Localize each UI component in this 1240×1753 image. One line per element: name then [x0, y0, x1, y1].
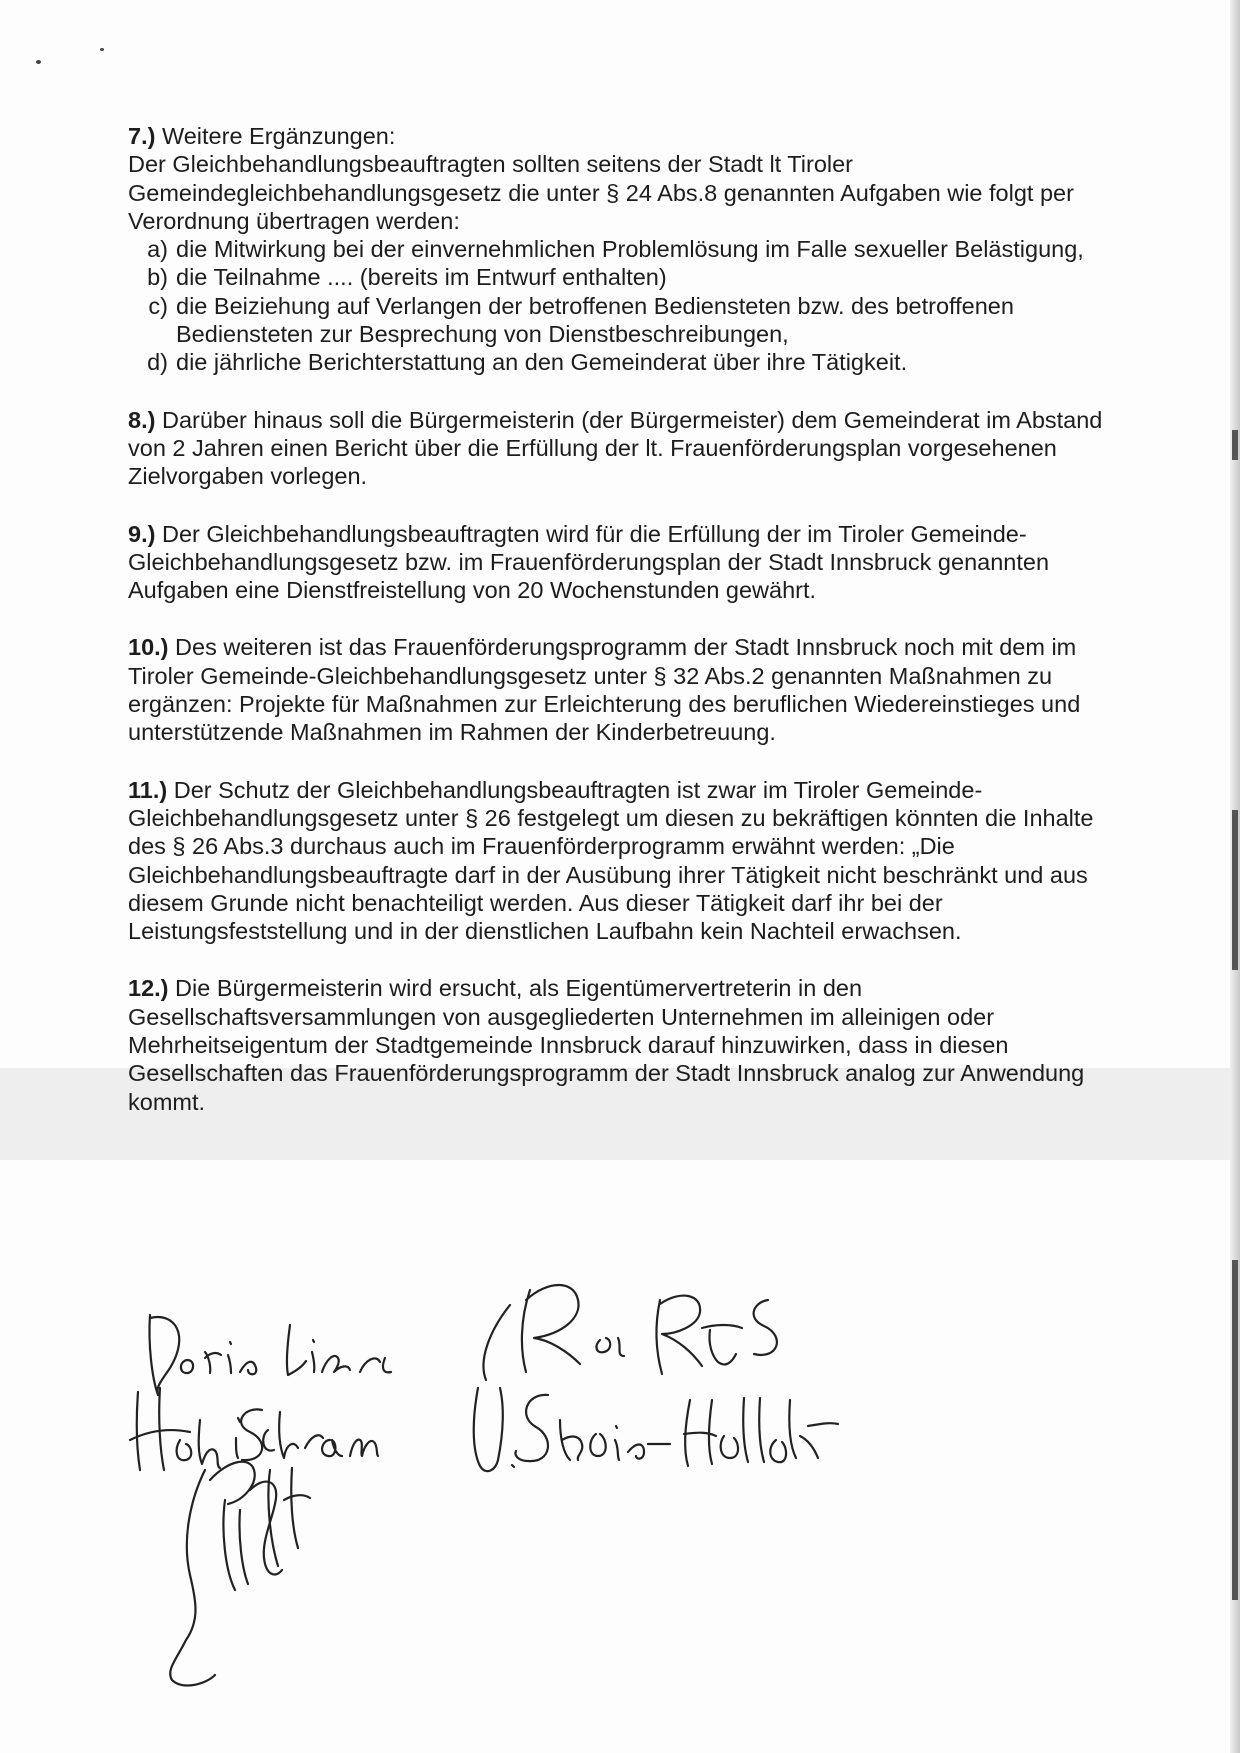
section-text: Des weiteren ist das Frauenförderungsprogramm der Stadt Innsbruck noch mit dem im Tiroler Gemeinde-Gleichbehandlungsgesetz unter § 32 Abs.2 genannten Maßnahmen zu ergänzen: Projekte für Maßnahmen zur Erleichterung des beruflichen Wiedereinstieges und unterstützende Maßnahmen im Rahmen der Kinderbetreuung.: [128, 634, 1081, 746]
section-number: 7.): [128, 123, 156, 149]
section-text: Der Schutz der Gleichbehandlungsbeauftragten ist zwar im Tiroler Gemeinde-Gleichbehandlungsgesetz unter § 26 festgelegt um diesen zu bekräftigen könnten die Inhalte des § 26 Abs.3 durchaus auch im Frauenförderprogramm erwähnt werden: „Die Gleichbehandlungsbeauftragte darf in der Ausübung ihrer Tätigkeit nicht beschränkt und aus diesem Grunde nicht benachteiligt werden. Aus dieser Tätigkeit darf ihr bei der Leistungsfeststellung und in der dienstlichen Laufbahn kein Nachteil erwachsen.: [128, 776, 1094, 945]
signature-heidi-schramm: [130, 1388, 378, 1470]
item-text: die Mitwirkung bei der einvernehmlichen Problemlösung im Falle sexueller Belästigung,: [176, 236, 1084, 263]
item-label: b): [147, 264, 168, 291]
section-number: 11.): [128, 776, 168, 803]
signature-renate-krammer-stark: [483, 1285, 776, 1380]
section-number: 9.): [128, 520, 156, 547]
section-text: Darüber hinaus soll die Bürgermeisterin (der Bürgermeister) dem Gemeinderat im Abstand von 2 Jahren einen Bericht über die Erfüllung der lt. Frauenförderungsplan vorgesehenen Zielvorgaben vorlegen.: [128, 406, 1103, 490]
item-text: die jährliche Berichterstattung an den Gemeinderat über ihre Tätigkeit.: [176, 349, 908, 376]
item-label: c): [148, 292, 168, 319]
section-intro: Der Gleichbehandlungsbeauftragten sollten seitens der Stadt lt Tiroler Gemeindegleichbehandlungsgesetz die unter § 24 Abs.8 genannten Aufgaben wie folgt per Verordnung übertragen werden:: [128, 151, 1074, 234]
signature-schwaiger-hilbert: [474, 1388, 838, 1471]
section-number: 12.): [128, 975, 169, 1002]
section-number: 10.): [128, 634, 169, 661]
section-heading: Weitere Ergänzungen:: [161, 123, 396, 149]
section-text: Die Bürgermeisterin wird ersucht, als Eigentümervertreterin in den Gesellschaftsversammlungen von ausgegliederten Unternehmen im alleinigen oder Mehrheitseigentum der Stadtgemeinde Innsbruck darauf hinzuwirken, dass in diesen Gesellschaften das Frauenförderungsprogramm der Stadt Innsbruck analog zur Anwendung kommt.: [128, 975, 1085, 1115]
item-label: d): [147, 349, 168, 376]
item-text: die Beiziehung auf Verlangen der betroffenen Bediensteten bzw. des betroffenen Bediensteten zur Besprechung von Dienstbeschreibungen,: [176, 292, 1014, 348]
signature-rudi-federspiel: [170, 1462, 310, 1686]
section-text: Der Gleichbehandlungsbeauftragten wird für die Erfüllung der im Tiroler Gemeinde-Gleichbehandlungsgesetz bzw. im Frauenförderungsplan der Stadt Innsbruck genannten Aufgaben eine Dienstfreistellung von 20 Wochenstunden gewährt.: [128, 520, 1050, 604]
item-text: die Teilnahme .... (bereits im Entwurf enthalten): [176, 264, 667, 291]
item-label: a): [147, 236, 168, 263]
section-number: 8.): [128, 406, 156, 433]
signature-doris-linser: [149, 1315, 391, 1395]
